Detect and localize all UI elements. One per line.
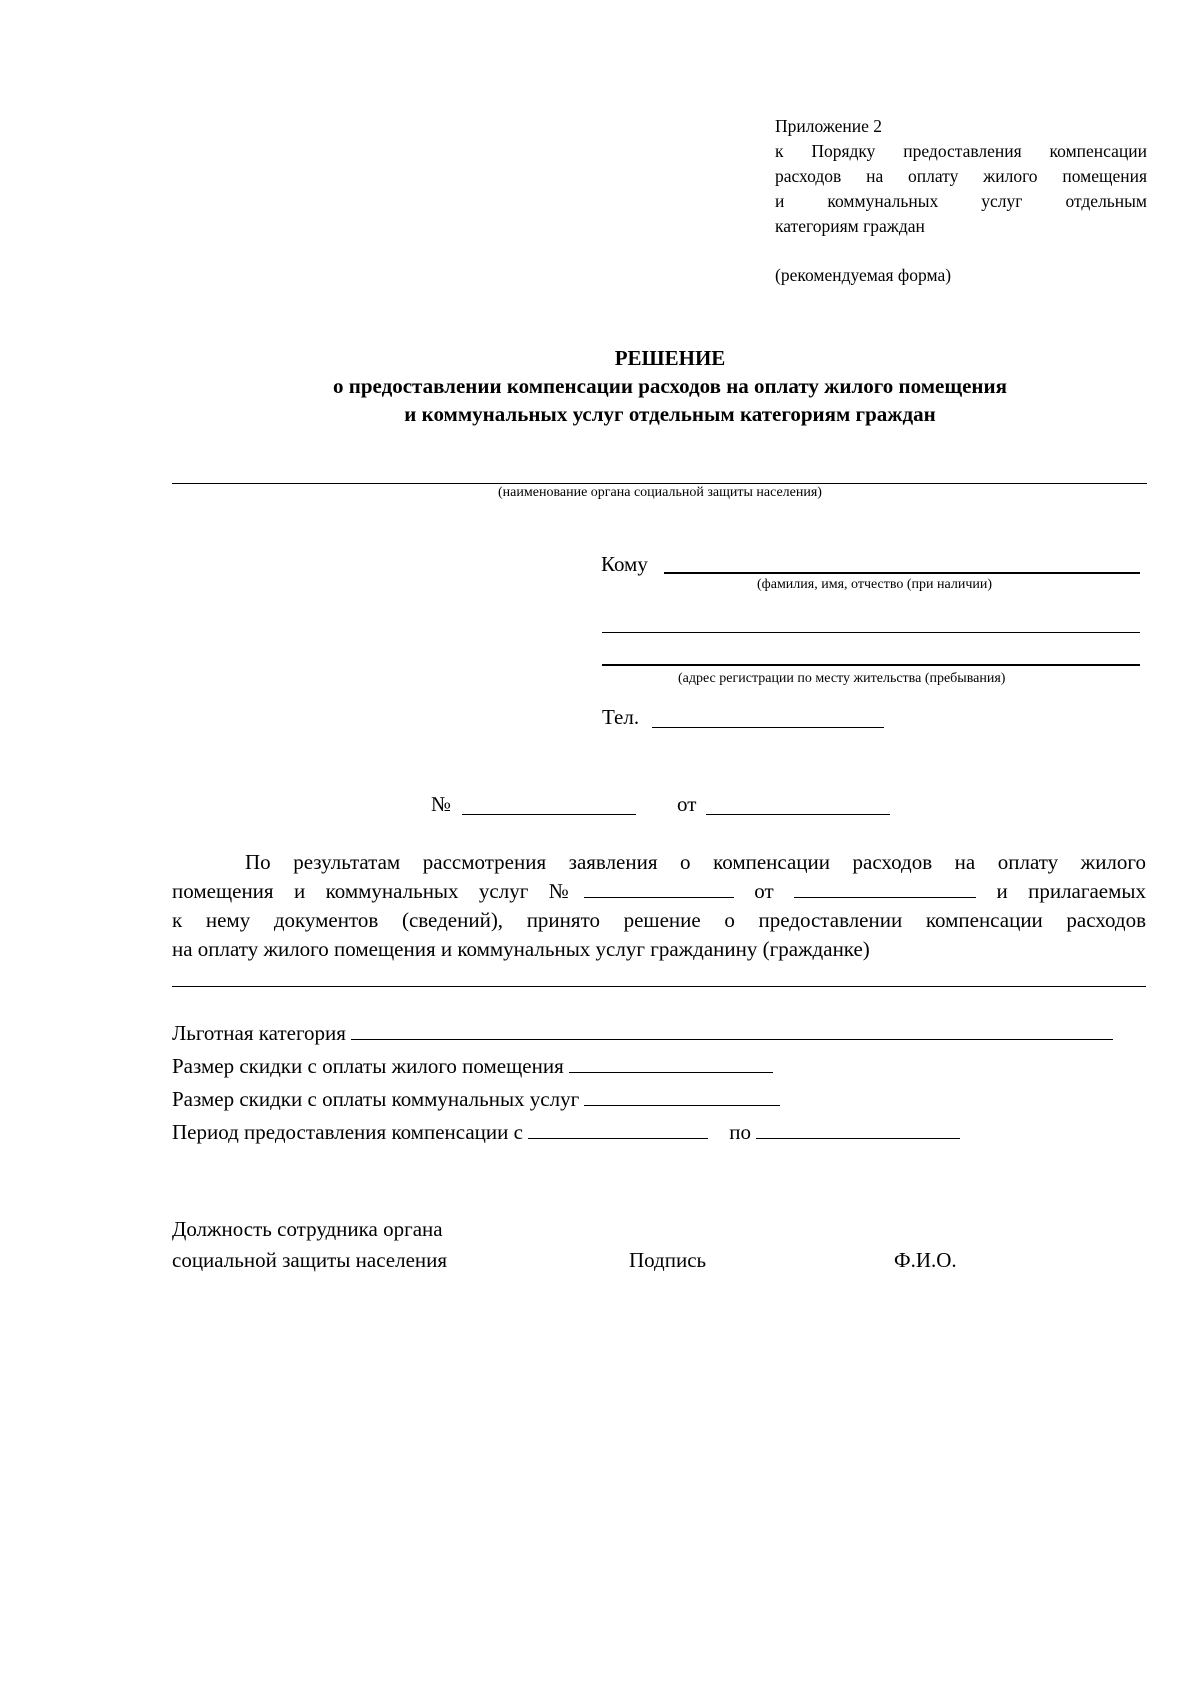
employee-position-line-2: социальной защиты населения bbox=[172, 1248, 448, 1272]
appendix-header bbox=[775, 114, 1147, 288]
address-line-2 bbox=[602, 664, 1140, 666]
housing-discount-blank bbox=[569, 1054, 773, 1073]
housing-discount-label: Размер скидки с оплаты жилого помещения bbox=[172, 1054, 564, 1078]
paragraph-line-text: от bbox=[754, 879, 774, 903]
paragraph-line: на оплату жилого помещения и коммунальных услуг гражданину (гражданке) bbox=[172, 937, 870, 961]
appendix-line: категориям граждан bbox=[775, 216, 925, 236]
address-caption: (адрес регистрации по месту жительства (пребывания) bbox=[678, 671, 1006, 686]
paragraph-line: По результатам рассмотрения заявления о компенсации расходов на оплату жилого bbox=[245, 850, 1146, 874]
citizen-name-line bbox=[172, 986, 1146, 987]
recipient-name-caption: (фамилия, имя, отчество (при наличии) bbox=[757, 577, 993, 592]
category-label: Льготная категория bbox=[172, 1021, 346, 1045]
recipient-to-label: Кому bbox=[601, 552, 648, 576]
appendix-line: к Порядку предоставления компенсации bbox=[775, 141, 1147, 161]
application-number-blank bbox=[584, 879, 734, 898]
title-line-1: о предоставлении компенсации расходов на оплату жилого помещения bbox=[333, 374, 1007, 398]
period-row bbox=[172, 1120, 960, 1144]
employee-position-line-1: Должность сотрудника органа bbox=[172, 1217, 443, 1241]
decision-number-label: № bbox=[431, 792, 452, 816]
category-row bbox=[172, 1021, 1113, 1045]
recipient-name-line bbox=[664, 572, 1140, 574]
period-to-blank bbox=[756, 1120, 960, 1139]
appendix-number: Приложение 2 bbox=[775, 116, 883, 136]
decision-number-line bbox=[462, 814, 636, 815]
decision-date-line bbox=[706, 814, 890, 815]
appendix-line: расходов на оплату жилого помещения bbox=[775, 166, 1147, 186]
utilities-discount-label: Размер скидки с оплаты коммунальных услуг bbox=[172, 1087, 580, 1111]
period-from-label: Период предоставления компенсации с bbox=[172, 1120, 523, 1144]
form-note: (рекомендуемая форма) bbox=[775, 265, 952, 285]
period-to-label: по bbox=[729, 1120, 751, 1144]
document-title bbox=[170, 344, 1170, 428]
phone-label: Тел. bbox=[602, 705, 640, 729]
phone-line bbox=[652, 727, 884, 728]
authority-caption: (наименование органа социальной защиты населения) bbox=[498, 485, 822, 500]
paragraph-line: к нему документов (сведений), принято решение о предоставлении компенсации расходов bbox=[172, 908, 1146, 932]
category-blank bbox=[351, 1021, 1113, 1040]
utilities-discount-row bbox=[172, 1087, 780, 1111]
appendix-line: и коммунальных услуг отдельным bbox=[775, 191, 1147, 211]
decision-paragraph bbox=[172, 848, 1146, 964]
paragraph-line-text: помещения и коммунальных услуг № bbox=[172, 879, 584, 903]
paragraph-line-text: и прилагаемых bbox=[996, 879, 1147, 903]
title-heading: РЕШЕНИЕ bbox=[614, 346, 726, 370]
title-line-2: и коммунальных услуг отдельным категориям граждан bbox=[404, 402, 936, 426]
housing-discount-row bbox=[172, 1054, 773, 1078]
signature-label: Подпись bbox=[629, 1248, 707, 1272]
full-name-label: Ф.И.О. bbox=[894, 1248, 957, 1272]
paragraph-line bbox=[172, 877, 1146, 906]
authority-name-line bbox=[172, 483, 1147, 484]
decision-date-label: от bbox=[677, 792, 697, 816]
application-date-blank bbox=[794, 879, 976, 898]
address-line-1 bbox=[602, 632, 1140, 633]
period-from-blank bbox=[528, 1120, 708, 1139]
utilities-discount-blank bbox=[584, 1087, 780, 1106]
